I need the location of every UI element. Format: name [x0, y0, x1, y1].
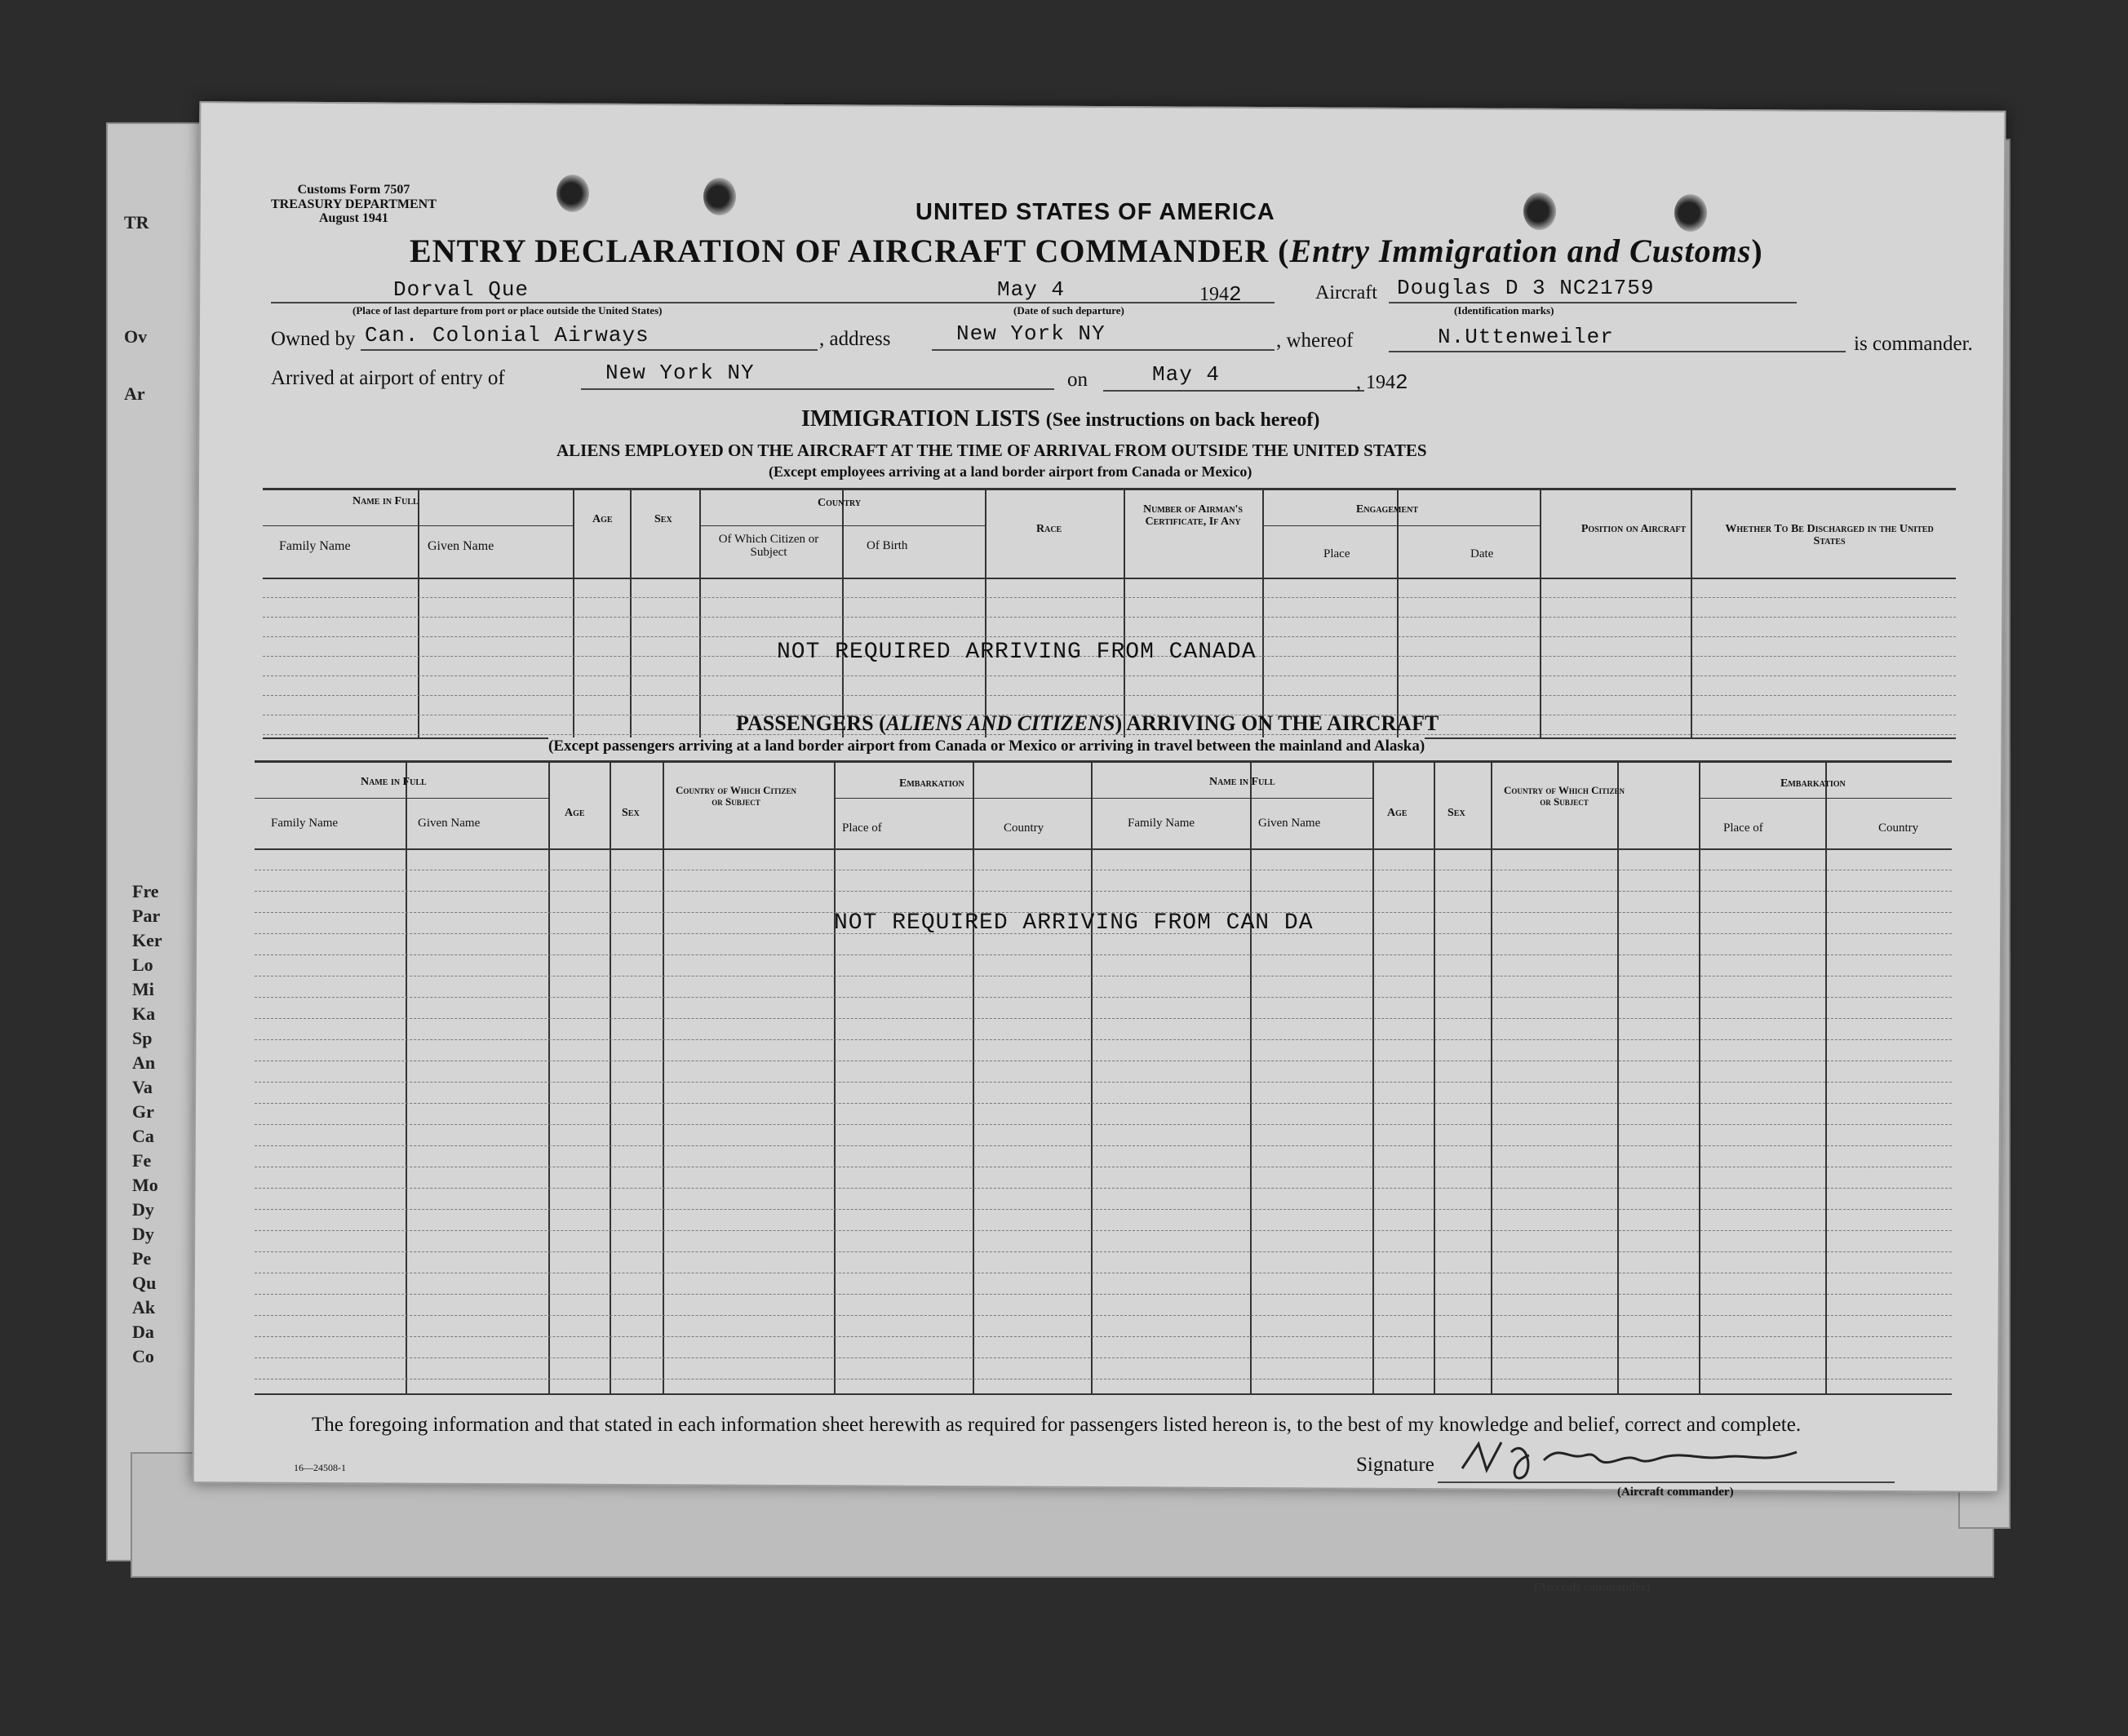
pax-h-family-left: Family Name — [271, 817, 339, 830]
grid-column-line — [1262, 488, 1264, 737]
crew-h-position: Position on Aircraft — [1580, 523, 1687, 535]
crew-h-date: Date — [1470, 547, 1494, 560]
grid-column-line — [1540, 488, 1541, 737]
page-title — [410, 232, 1763, 270]
underlying-letter: Va — [132, 1077, 153, 1097]
grid-row-line — [255, 891, 1952, 892]
arrival-year-prefix: , 194 — [1356, 372, 1395, 393]
address-underline — [932, 349, 1275, 351]
underlying-letter: An — [132, 1052, 156, 1073]
immigration-title-text: IMMIGRATION LISTS — [801, 406, 1040, 432]
grid-row-line — [255, 1315, 1952, 1316]
grid-row-line — [255, 1103, 1952, 1104]
grid-column-line — [1124, 488, 1125, 737]
pax-h-family-right: Family Name — [1128, 817, 1195, 830]
address-label: , address — [819, 328, 891, 350]
crew-h-age: Age — [592, 513, 613, 525]
certification-statement: The foregoing information and that stated in each information sheet herewith as required for passengers listed hereon is, to the best of my knowledge and belief, correct and complete. — [312, 1414, 1802, 1436]
grid-row-line — [255, 1188, 1952, 1189]
crew-h-given: Given Name — [428, 539, 494, 553]
grid-row-line — [255, 1379, 1952, 1380]
pax-h-sex-right: Sex — [1447, 807, 1465, 819]
aircraft-value: Douglas D 3 NC21759 — [1397, 276, 1655, 300]
grid-row-line — [255, 1230, 1952, 1231]
immigration-title — [801, 406, 1319, 432]
pax-h-embark-right: Embarkation — [1780, 777, 1846, 790]
grid-column-line — [985, 488, 986, 737]
grid-column-line — [573, 488, 574, 737]
punch-hole — [1674, 194, 1707, 232]
pax-h-given-left: Given Name — [418, 817, 481, 830]
place-departure-value: Dorval Que — [393, 277, 530, 302]
passengers-title-a: PASSENGERS ( — [736, 711, 886, 735]
owned-by-label: Owned by — [271, 328, 356, 350]
form-id-block — [271, 183, 437, 226]
grid-column-line — [973, 760, 974, 1393]
punch-hole — [1523, 193, 1556, 230]
grid-row-line — [263, 597, 1956, 598]
grid-row-line — [255, 997, 1952, 998]
underlying-letter: Lo — [132, 954, 153, 975]
whereof-label: , whereof — [1276, 330, 1354, 352]
grid-row-line — [255, 1124, 1952, 1125]
pax-h-name-left: Name in Full — [361, 776, 427, 788]
title-close: ) — [1751, 232, 1763, 269]
underlying-letter: Fre — [132, 881, 159, 901]
grid-row-line — [255, 954, 1952, 955]
pax-h-embark-left: Embarkation — [899, 777, 964, 790]
grid-row-line — [263, 617, 1956, 618]
aircraft-underline — [1389, 302, 1797, 303]
grid-row-line — [263, 636, 1956, 637]
grid-column-line — [1491, 760, 1492, 1393]
pax-h-country-left: Country — [1004, 822, 1044, 835]
immigration-subnote: (Except employees arriving at a land border airport from Canada or Mexico) — [769, 463, 1252, 480]
form-date: August 1941 — [318, 211, 388, 226]
underlying-letter: Ov — [124, 326, 148, 347]
crew-h-engagement: Engagement — [1356, 503, 1419, 516]
grid-column-line — [1372, 760, 1374, 1393]
arrival-year-value: 2 — [1395, 370, 1409, 395]
grid-row-line — [255, 1209, 1952, 1210]
underlying-letter: Co — [132, 1346, 154, 1366]
underlying-letter: Sp — [132, 1028, 153, 1048]
grid-column-line — [834, 760, 836, 1393]
grid-row-line — [255, 1018, 1952, 1019]
crew-h-sex: Sex — [654, 513, 672, 525]
grid-column-line — [1091, 760, 1093, 1393]
pax-h-placeof-left: Place of — [842, 822, 882, 835]
on-label: on — [1067, 369, 1088, 391]
underlying-letter: Fe — [132, 1150, 152, 1171]
arrival-date-value: May 4 — [1152, 362, 1221, 387]
underlying-letter: Gr — [132, 1101, 154, 1122]
signature-caption: (Aircraft commander) — [1617, 1486, 1734, 1499]
underlying-letter: Qu — [132, 1273, 157, 1293]
title-italic: Entry Immigration and Customs — [1289, 232, 1752, 269]
pax-subhead-3 — [1091, 798, 1372, 799]
commander-underline — [1389, 351, 1846, 352]
underlying-letter: Dy — [132, 1224, 154, 1244]
grid-row-line — [255, 1336, 1952, 1337]
pax-h-given-right: Given Name — [1258, 817, 1321, 830]
crew-h-place: Place — [1323, 547, 1350, 560]
underlying-letter: Ak — [132, 1297, 156, 1318]
pax-subhead-1 — [255, 798, 548, 799]
grid-row-line — [255, 1251, 1952, 1252]
arrived-airport-value: New York NY — [605, 361, 755, 385]
underlying-letter: Dy — [132, 1199, 154, 1220]
underlying-letter: Mo — [132, 1175, 158, 1195]
grid-column-line — [1699, 760, 1700, 1393]
crew-h-family: Family Name — [279, 539, 351, 553]
grid-column-line — [1250, 760, 1252, 1393]
pax-h-age-left: Age — [565, 807, 585, 819]
crew-h-birth: Of Birth — [867, 539, 908, 552]
is-commander-label: is commander. — [1854, 333, 1973, 355]
crew-h-race: Race — [1036, 523, 1062, 535]
owner-underline — [361, 349, 818, 351]
title-main: ENTRY DECLARATION OF AIRCRAFT COMMANDER ( — [410, 232, 1290, 269]
immigration-title-note: (See instructions on back hereof) — [1045, 410, 1320, 431]
owner-value: Can. Colonial Airways — [365, 323, 649, 348]
grid-column-line — [630, 488, 632, 737]
grid-row-line — [263, 695, 1956, 696]
grid-column-line — [548, 760, 550, 1393]
underlying-letter: Da — [132, 1322, 154, 1342]
underlying-letter: Ka — [132, 1003, 156, 1024]
crew-table-head-bottom — [263, 578, 1956, 579]
passengers-title — [736, 711, 1439, 736]
grid-column-line — [1825, 760, 1827, 1393]
crew-h-country: Country — [818, 497, 862, 509]
grid-row-line — [255, 1145, 1952, 1146]
pax-h-citizen-right: Country of Which Citizen or Subject — [1504, 784, 1625, 808]
country-heading: UNITED STATES OF AMERICA — [915, 199, 1275, 225]
signature-underline — [1438, 1481, 1895, 1483]
crew-subhead-3 — [1262, 525, 1540, 526]
pax-h-age-right: Age — [1387, 807, 1408, 819]
arrival-year — [1356, 370, 1409, 395]
pax-table-top — [255, 760, 1952, 763]
crew-h-name: Name in Full — [352, 495, 419, 507]
underlying-letter: Ker — [132, 930, 162, 950]
pax-h-name-right: Name in Full — [1209, 776, 1275, 788]
passengers-title-b: ) ARRIVING ON THE AIRCRAFT — [1115, 711, 1439, 735]
arrival-date-underline — [1103, 390, 1364, 392]
pax-table-head-bottom — [255, 848, 1952, 850]
grid-column-line — [1397, 488, 1399, 737]
underlying-sheet-text — [124, 196, 173, 1419]
punch-hole — [556, 175, 589, 212]
crew-stamp: NOT REQUIRED ARRIVING FROM CANADA — [777, 640, 1257, 665]
address-value: New York NY — [956, 321, 1106, 346]
form-number: Customs Form 7507 — [297, 183, 410, 197]
place-underline — [271, 302, 989, 303]
grid-column-line — [406, 760, 407, 1393]
grid-row-line — [255, 1082, 1952, 1083]
year-label — [1199, 282, 1243, 307]
passengers-subnote: (Except passengers arriving at a land border airport from Canada or Mexico or arriving in travel between the mainland and Alaska) — [548, 737, 1425, 755]
aircraft-caption: (Identification marks) — [1454, 304, 1554, 317]
pax-h-sex-left: Sex — [622, 807, 640, 819]
crew-table-top — [263, 488, 1956, 490]
grid-column-line — [610, 760, 611, 1393]
grid-row-line — [255, 1294, 1952, 1295]
signature-label: Signature — [1356, 1454, 1434, 1476]
grid-column-line — [842, 488, 844, 737]
crew-h-citizen: Of Which Citizen or Subject — [718, 533, 819, 559]
signature-scribble — [1454, 1428, 1829, 1485]
grid-row-line — [255, 1039, 1952, 1040]
punch-hole — [703, 178, 736, 215]
underlying-letter: Ar — [124, 383, 145, 404]
crew-h-discharged: Whether To Be Discharged in the United States — [1725, 523, 1934, 547]
passenger-stamp: NOT REQUIRED ARRIVING FROM CAN DA — [834, 910, 1314, 936]
grid-column-line — [663, 760, 664, 1393]
pax-h-country-right: Country — [1878, 822, 1919, 835]
aircraft-label: Aircraft — [1315, 282, 1377, 303]
grid-column-line — [1617, 760, 1619, 1393]
place-caption: (Place of last departure from port or place outside the United States) — [352, 304, 663, 317]
form-page — [193, 101, 2006, 1499]
immigration-subtitle: ALIENS EMPLOYED ON THE AIRCRAFT AT THE TIME OF ARRIVAL FROM OUTSIDE THE UNITED STATES — [556, 441, 1427, 460]
form-department: TREASURY DEPARTMENT — [271, 197, 437, 211]
arrived-label: Arrived at airport of entry of — [271, 367, 505, 389]
underlying-letter: TR — [124, 212, 149, 232]
pax-h-citizen-left: Country of Which Citizen or Subject — [676, 784, 796, 808]
underlying-letter: Ca — [132, 1126, 154, 1146]
year-prefix: 194 — [1199, 284, 1229, 305]
underlying-letter: Par — [132, 906, 161, 926]
grid-column-line — [418, 488, 419, 737]
grid-column-line — [699, 488, 701, 737]
grid-column-line — [1434, 760, 1435, 1393]
pax-h-placeof-right: Place of — [1723, 822, 1763, 835]
pax-table-bottom — [255, 1393, 1952, 1395]
grid-row-line — [255, 1357, 1952, 1358]
pax-subhead-2 — [834, 798, 1091, 799]
commander-value: N.Uttenweiler — [1438, 325, 1614, 349]
underlying-letter: Mi — [132, 979, 154, 999]
grid-row-line — [263, 675, 1956, 676]
crew-h-certificate: Number of Airman's Certificate, If Any — [1142, 503, 1243, 528]
year-value: 2 — [1229, 282, 1243, 307]
grid-column-line — [1691, 488, 1692, 737]
back-sheet-caption: (Aircraft commander) — [1534, 1581, 1651, 1594]
airport-underline — [581, 388, 1054, 390]
date-caption: (Date of such departure) — [1013, 304, 1124, 317]
passengers-title-italic: ALIENS AND CITIZENS — [885, 711, 1115, 735]
underlying-letter: Pe — [132, 1248, 152, 1269]
print-code: 16—24508-1 — [294, 1462, 346, 1473]
departure-date-value: May 4 — [997, 277, 1066, 302]
